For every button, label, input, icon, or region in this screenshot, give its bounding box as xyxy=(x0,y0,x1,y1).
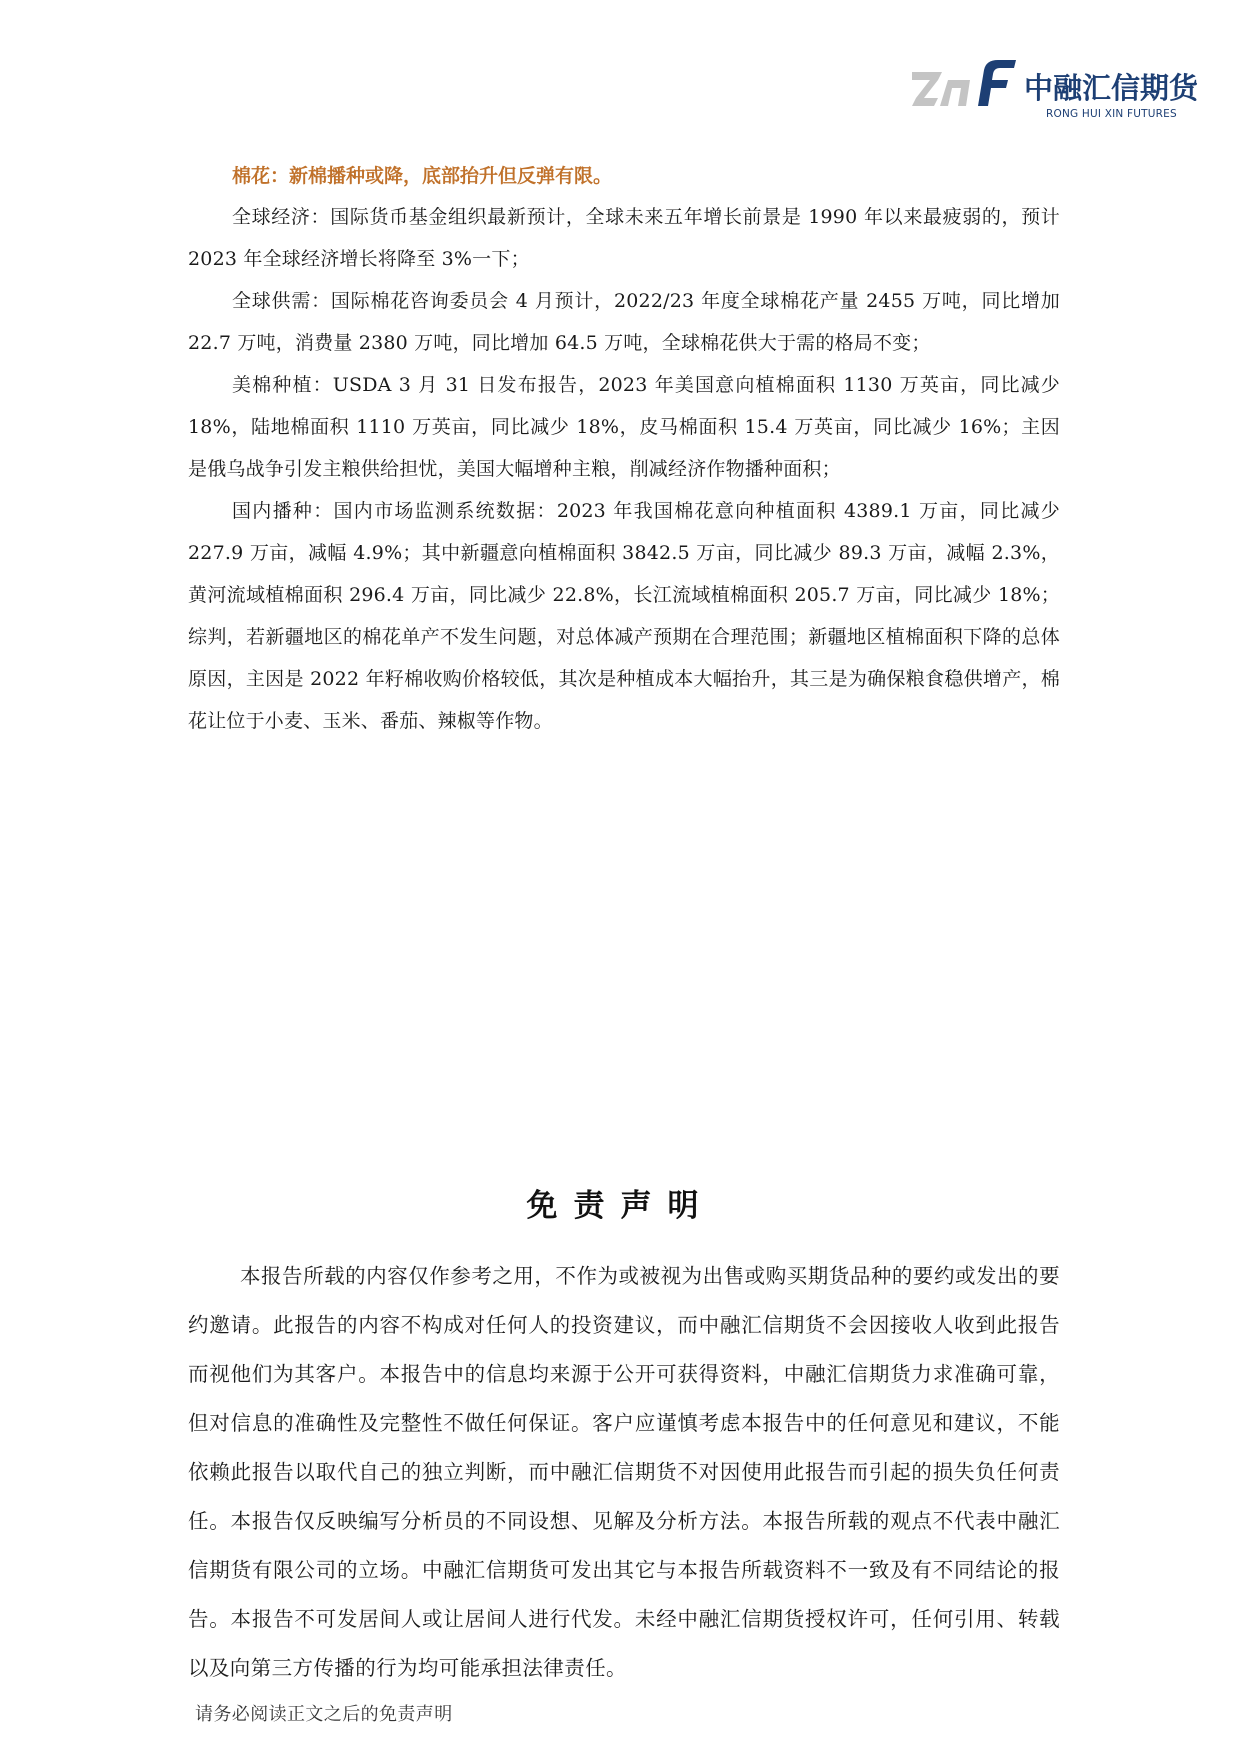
logo-chinese-name: 中融汇信期货 xyxy=(1024,71,1199,105)
logo-english-name: RONG HUI XIN FUTURES xyxy=(1046,108,1177,120)
logo-mark-icon xyxy=(912,58,1022,116)
disclaimer-body: 本报告所载的内容仅作参考之用，不作为或被视为出售或购买期货品种的要约或发出的要约邀请。此报告的内容不构成对任何人的投资建议，而中融汇信期货不会因接收人收到此报告而视他们为其客户。本报告中的信息均来源于公开可获得资料，中融汇信期货力求准确可靠，但对信息的准确性及完整性不做任何保证。客户应谨慎考虑本报告中的任何意见和建议，不能依赖此报告以取代自己的独立判断，而中融汇信期货不对因使用此报告而引起的损失负任何责任。本报告仅反映编写分析员的不同设想、见解及分析方法。本报告所载的观点不代表中融汇信期货有限公司的立场。中融汇信期货可发出其它与本报告所载资料不一致及有不同结论的报告。本报告不可发居间人或让居间人进行代发。未经中融汇信期货授权许可，任何引用、转载以及向第三方传播的行为均可能承担法律责任。 xyxy=(188,1264,1060,1680)
paragraph-us-cotton-planting: 美棉种植：USDA 3 月 31 日发布报告，2023 年美国意向植棉面积 1130 万英亩，同比减少 18%，陆地棉面积 1110 万英亩，同比减少 18%，皮马棉面积 15.4 万英亩，同比减少 16%；主因是俄乌战争引发主粮供给担忧，美国大幅增种主粮，削减经济作物播种面积； xyxy=(188,374,1060,480)
company-logo xyxy=(912,58,1199,128)
paragraph-global-supply-demand: 全球供需：国际棉花咨询委员会 4 月预计，2022/23 年度全球棉花产量 2455 万吨，同比增加 22.7 万吨，消费量 2380 万吨，同比增加 64.5 万吨，全球棉花供大于需的格局不变； xyxy=(188,290,1060,354)
page-footer: 请务必阅读正文之后的免责声明 xyxy=(195,1704,453,1725)
section-heading: 棉花：新棉播种或降，底部抬升但反弹有限。 xyxy=(232,165,613,187)
disclaimer-title: 免责声明 xyxy=(526,1188,715,1224)
report-section xyxy=(188,156,1060,742)
paragraph-global-economy: 全球经济：国际货币基金组织最新预计，全球未来五年增长前景是 1990 年以来最疲弱的，预计 2023 年全球经济增长将降至 3%一下； xyxy=(188,206,1060,270)
paragraph-domestic-planting: 国内播种：国内市场监测系统数据：2023 年我国棉花意向种植面积 4389.1 万亩，同比减少 227.9 万亩，减幅 4.9%；其中新疆意向植棉面积 3842.5 万亩，同比减少 89.3 万亩，减幅 2.3%，黄河流域植棉面积 296.4 万亩，同比减少 22.8%，长江流域植棉面积 205.7 万亩，同比减少 18%；综判，若新疆地区的棉花单产不发生问题，对总体减产预期在合理范围；新疆地区植棉面积下降的总体原因，主因是 2022 年籽棉收购价格较低，其次是种植成本大幅抬升，其三是为确保粮食稳供增产，棉花让位于小麦、玉米、番茄、辣椒等作物。 xyxy=(188,500,1060,732)
